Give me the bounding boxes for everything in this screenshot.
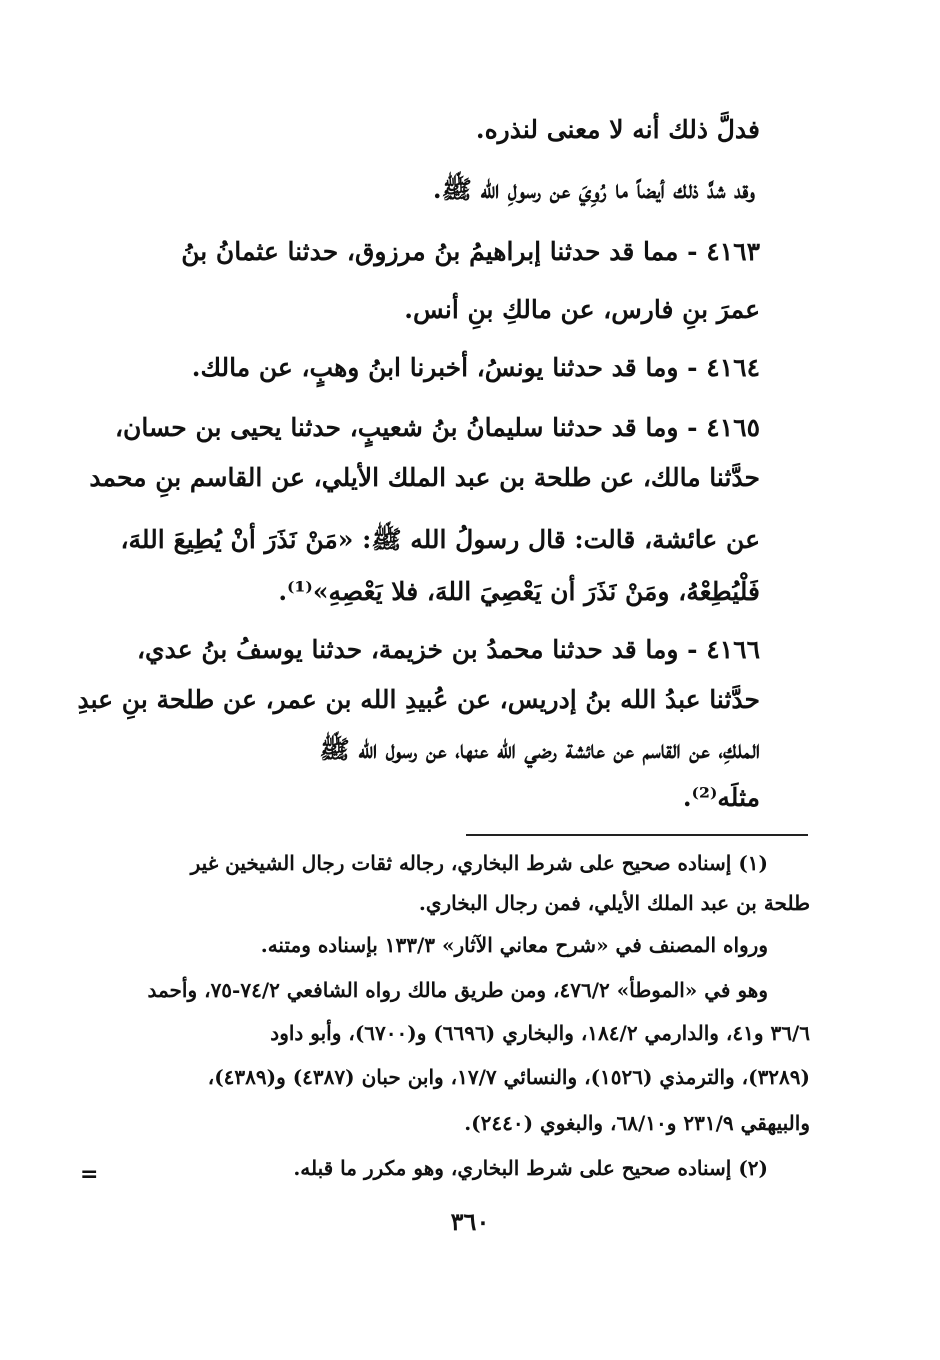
hadith-text: مما قد حدثنا إبراهيمُ بنُ مرزوق، حدثنا عثمانُ بنُ bbox=[181, 237, 679, 266]
text-line: الملكِ، عن القاسم عن عائشة رضي الله عنها، عن رسول الله ﷺ bbox=[319, 735, 760, 764]
footnote-line: (١) إسناده صحيح على شرط البخاري، رجاله ثقات رجال الشيخين غير bbox=[190, 851, 768, 875]
footnote-line: (٣٢٨٩)، والترمذي (١٥٢٦)، والنسائي ١٧/٧، وابن حبان (٤٣٨٧) و(٤٣٨٩)، bbox=[207, 1065, 810, 1089]
text-line: وقد شدَّ ذلك أيضاً ما رُوِيَ عن رسولِ الله ﷺ. bbox=[432, 175, 755, 204]
footnote-separator bbox=[466, 834, 808, 836]
text-line: فدلَّ ذلك أنه لا معنى لنذره. bbox=[475, 115, 760, 144]
hadith-4164-line-1 bbox=[80, 348, 760, 388]
text-line: مثلَه⁽²⁾. bbox=[682, 783, 760, 812]
page-number: ٣٦٠ bbox=[450, 1207, 490, 1236]
text-line: حدَّثنا عبدُ الله بنُ إدريس، عن عُبيدِ الله بن عمر، عن طلحة بنِ عبدِ bbox=[77, 685, 760, 714]
hadith-text: وما قد حدثنا يونسُ، أخبرنا ابنُ وهبٍ، عن مالك. bbox=[191, 353, 679, 382]
footnote-line: ورواه المصنف في «شرح معاني الآثار» ١٣٣/٣ بإسناده ومتنه. bbox=[260, 933, 768, 957]
text-line: عن عائشة، قالت: قال رسولُ الله ﷺ: «مَنْ نَذَرَ أنْ يُطِيعَ اللهَ، bbox=[120, 525, 760, 554]
text-line: حدَّثنا مالك، عن طلحة بن عبد الملك الأيلي، عن القاسم بنِ محمد bbox=[89, 463, 760, 492]
dash: - bbox=[687, 635, 698, 664]
hadith-number: ٤١٦٥ bbox=[706, 413, 760, 442]
hadith-number: ٤١٦٤ bbox=[706, 353, 760, 382]
hadith-4165-line-1 bbox=[80, 408, 760, 448]
dash: - bbox=[687, 413, 698, 442]
text-line: عمرَ بنِ فارس، عن مالكِ بنِ أنس. bbox=[404, 295, 760, 324]
hadith-text: وما قد حدثنا محمدُ بن خزيمة، حدثنا يوسفُ بنُ عدي، bbox=[136, 635, 679, 664]
footnote-line: ٣٦/٦ و٤١، والدارمي ١٨٤/٢، والبخاري (٦٦٩٦) و(٦٧٠٠)، وأبو داود bbox=[270, 1021, 810, 1045]
dash: - bbox=[687, 237, 698, 266]
footnote-line: طلحة بن عبد الملك الأيلي، فمن رجال البخاري. bbox=[418, 891, 810, 915]
hadith-text: وما قد حدثنا سليمانُ بنُ شعيبٍ، حدثنا يحيى بن حسان، bbox=[114, 413, 679, 442]
hadith-4163-line-1 bbox=[80, 232, 760, 272]
footnote-line: والبيهقي ٢٣١/٩ و٦٨/١٠، والبغوي (٢٤٤٠). bbox=[464, 1111, 810, 1135]
hadith-4166-line-1 bbox=[80, 630, 760, 670]
hadith-number: ٤١٦٣ bbox=[706, 237, 760, 266]
text-line: فَلْيُطِعْهُ، ومَنْ نَذَرَ أن يَعْصِيَ اللهَ، فلا يَعْصِهِ»⁽¹⁾. bbox=[278, 577, 760, 606]
footnote-line: (٢) إسناده صحيح على شرط البخاري، وهو مكرر ما قبله. bbox=[293, 1156, 768, 1180]
continuation-mark: = bbox=[80, 1162, 99, 1187]
footnote-line: وهو في «الموطأ» ٤٧٦/٢، ومن طريق مالك رواه الشافعي ٧٤/٢-٧٥، وأحمد bbox=[147, 978, 768, 1002]
hadith-number: ٤١٦٦ bbox=[706, 635, 760, 664]
dash: - bbox=[687, 353, 698, 382]
